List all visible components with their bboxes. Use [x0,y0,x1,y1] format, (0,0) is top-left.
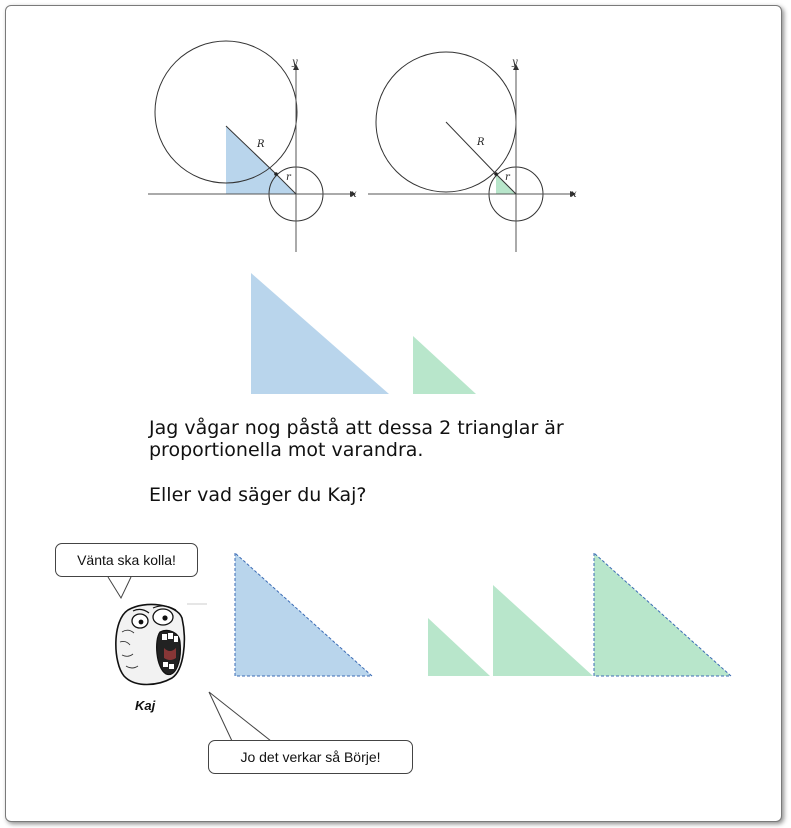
R-label-right: R [477,137,485,148]
middle-blue-triangle [251,273,389,394]
x-label-right: x [571,189,577,200]
statement-line-2: proportionella mot varandra. [149,439,424,461]
r-label-left: r [286,172,291,183]
speech-bubble-bottom: Jo det verkar så Börje! [208,740,413,774]
question-line: Eller vad säger du Kaj? [149,484,367,506]
radius-R-right [446,122,496,174]
tangent-point-left [274,172,278,176]
left-diagram [148,41,357,252]
tangent-point-right [494,172,498,176]
middle-green-triangle [413,336,476,394]
y-label-right: y [512,57,518,68]
R-label-left: R [257,139,265,150]
r-label-right: r [505,172,510,183]
kaj-face [116,604,207,685]
bottom-bubble-tail [209,692,271,741]
speech-bubble-top: Vänta ska kolla! [55,543,198,577]
bottom-blue-triangle-dashed [235,553,372,676]
y-label-left: y [292,57,298,68]
top-bubble-tail [108,577,131,598]
character-name: Kaj [135,698,156,713]
bottom-large-green-triangle-dashed [594,553,731,676]
bottom-small-green-triangle [428,618,490,676]
bottom-medium-green-triangle [493,585,593,676]
right-diagram [368,52,577,252]
statement-line-1: Jag vågar nog påstå att dessa 2 trianglar är [149,417,564,439]
x-label-left: x [351,189,357,200]
